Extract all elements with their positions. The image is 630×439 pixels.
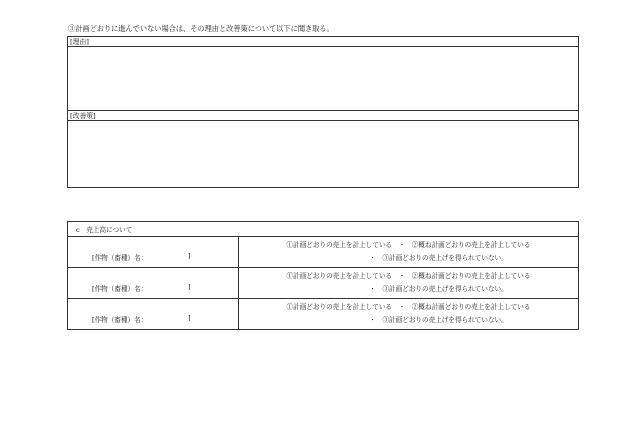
status-option-line2: ・ ③計画どおりの売上げを得られていない。 bbox=[369, 316, 508, 324]
crop-name-label: [作物（畜種）名： bbox=[92, 285, 148, 293]
status-option-line2: ・ ③計画どおりの売上げを得られていない。 bbox=[369, 285, 508, 293]
table-row bbox=[68, 237, 579, 268]
improvement-label: [改善策] bbox=[68, 111, 578, 121]
table-row bbox=[68, 299, 579, 330]
crop-name-cell[interactable] bbox=[68, 299, 239, 330]
sales-table bbox=[67, 221, 579, 330]
status-option-line1: ①計画どおりの売上を計上している ・ ②概ね計画どおりの売上を計上している bbox=[286, 303, 531, 311]
table-row bbox=[68, 268, 579, 299]
sales-status-options[interactable] bbox=[239, 268, 579, 299]
crop-name-close: ] bbox=[188, 252, 191, 260]
crop-name-close: ] bbox=[188, 283, 191, 291]
status-option-line2: ・ ③計画どおりの売上げを得られていない。 bbox=[369, 254, 508, 262]
crop-name-cell[interactable] bbox=[68, 237, 239, 268]
crop-name-label: [作物（畜種）名： bbox=[92, 254, 148, 262]
status-option-line1: ①計画どおりの売上を計上している ・ ②概ね計画どおりの売上を計上している bbox=[286, 241, 531, 249]
reason-input-area[interactable] bbox=[68, 47, 578, 111]
sales-status-options[interactable] bbox=[239, 237, 579, 268]
reason-label: [理由] bbox=[68, 37, 578, 47]
status-option-line1: ①計画どおりの売上を計上している ・ ②概ね計画どおりの売上を計上している bbox=[286, 272, 531, 280]
sales-status-options[interactable] bbox=[239, 299, 579, 330]
section-heading: ③計画どおりに進んでいない場合は、その理由と改善策について以下に聞き取る。 bbox=[68, 24, 334, 33]
crop-name-label: [作物（畜種）名： bbox=[92, 316, 148, 324]
improvement-input-area[interactable] bbox=[68, 121, 578, 187]
sales-section-header bbox=[68, 222, 579, 237]
sales-section-label: c 売上高について bbox=[68, 222, 579, 237]
crop-name-close: ] bbox=[188, 314, 191, 322]
crop-name-cell[interactable] bbox=[68, 268, 239, 299]
reason-improvement-box bbox=[67, 36, 579, 188]
